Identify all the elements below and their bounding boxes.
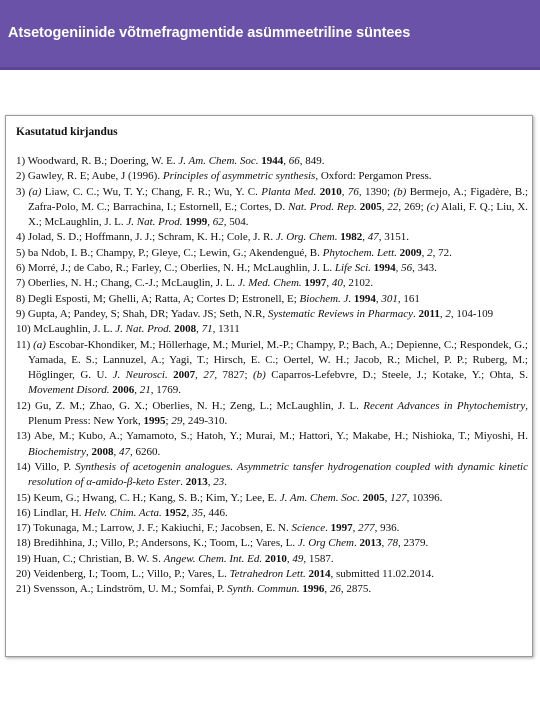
reference-item — [16, 506, 528, 521]
reference-italic-text: 35 — [192, 506, 204, 519]
reference-text: , — [439, 307, 446, 320]
reference-item — [16, 460, 528, 491]
reference-italic-text: Principles of asymmetric synthesis — [162, 170, 316, 183]
reference-text: 13) Abe, M.; Kubo, A.; Yamamoto, S.; Hatoh, Y.; Murai, M.; Hattori, Y.; Makabe, H.; Nishioka, T.; Miyoshi, H. — [16, 430, 528, 443]
reference-italic-text: 22 — [387, 200, 399, 213]
reference-text: , — [134, 384, 140, 397]
reference-text: . — [325, 522, 331, 535]
reference-text: , Plenum Press: New York, — [28, 399, 529, 428]
reference-text: 1) Woodward, R. B.; Doering, W. E. — [16, 155, 179, 167]
reference-text: , 2102. — [342, 277, 374, 290]
reference-text: 17) Tokunaga, M.; Larrow, J. F.; Kakiuchi, F.; Jacobsen, E. N. — [16, 522, 292, 535]
reference-text: , 7827; — [214, 369, 254, 382]
reference-italic-text: (b) — [253, 369, 266, 382]
reference-year: 2013 — [185, 476, 208, 489]
reference-italic-text: Synthesis of acetogenin analogues. Asymmetric tansfer hydrogenation coupled with dynamic kinetic resolution of α-amido-β-keto Ester — [28, 460, 528, 489]
reference-year: 2008 — [174, 323, 197, 336]
reference-text: , — [196, 323, 202, 336]
reference-text: , — [207, 216, 213, 229]
reference-text: 9) Gupta, A; Pandey, S; Shah, DR; Yadav. JS; Seth, N.R, — [16, 307, 268, 320]
reference-text: , 2379. — [397, 537, 429, 550]
reference-text: , — [207, 476, 214, 489]
reference-text: , 343. — [412, 262, 437, 275]
reference-italic-text: J. Neurosci. — [112, 369, 168, 382]
reference-text: , 2875. — [340, 583, 372, 596]
reference-item — [16, 185, 528, 231]
reference-text: , — [186, 506, 193, 519]
reference-text: , — [375, 292, 382, 305]
reference-italic-text: 21 — [139, 384, 151, 397]
references-heading: Kasutatud kirjandus — [16, 126, 118, 138]
reference-italic-text: 56 — [401, 262, 413, 275]
reference-text: 6) Morré, J.; de Cabo, R.; Farley, C.; Oberlies, N. H.; McLaughlin, J. L. — [16, 262, 335, 275]
reference-text: . — [224, 476, 228, 489]
reference-text: 10) McLaughlin, J. L. — [16, 323, 116, 336]
reference-text: , — [286, 552, 293, 565]
reference-italic-text: 49 — [292, 552, 304, 565]
reference-italic-text: 78 — [386, 537, 398, 550]
reference-year: 2010 — [264, 552, 287, 565]
reference-year: 2013 — [359, 537, 382, 550]
reference-year: 2005 — [359, 200, 382, 213]
reference-item — [16, 276, 528, 291]
reference-year: 1982 — [340, 231, 363, 244]
reference-text: 12) Gu, Z. M.; Zhao, G. X.; Oberlies, N. H.; Zeng, L.; McLaughlin, J. L. — [16, 399, 364, 412]
reference-italic-text: Phytochem. Lett. — [322, 246, 397, 259]
reference-text: , — [395, 262, 402, 275]
reference-text: , 161 — [397, 292, 420, 305]
reference-italic-text: Synth. Commun. — [227, 583, 300, 596]
reference-text: , 72. — [432, 246, 452, 259]
reference-italic-text: 47 — [367, 231, 379, 244]
reference-italic-text: 47 — [119, 445, 131, 458]
reference-italic-text: Movement Disord. — [28, 384, 110, 397]
reference-italic-text: Tetrahedron Lett. — [229, 568, 306, 581]
reference-text: , — [352, 522, 359, 535]
reference-item — [16, 261, 528, 276]
reference-item — [16, 536, 528, 551]
reference-italic-text: 2 — [427, 246, 433, 259]
reference-text: 4) Jolad, S. D.; Hoffmann, J. J.; Schram, K. H.; Cole, J. R. — [16, 231, 276, 244]
reference-text: , — [324, 583, 330, 596]
reference-italic-text: Systematic Reviews in Pharmacy — [267, 307, 414, 320]
reference-year: 1944 — [261, 155, 284, 167]
reference-italic-text: (a) — [33, 338, 46, 351]
reference-text: , 10396. — [406, 491, 443, 504]
reference-text: , — [195, 369, 204, 382]
reference-year: 2010 — [319, 185, 342, 198]
reference-year: 1952 — [164, 506, 187, 519]
reference-italic-text: Nat. Prod. Rep. — [288, 200, 357, 213]
reference-item — [16, 567, 528, 582]
reference-text: , 249-310. — [182, 415, 228, 428]
reference-text: Caparros-Lefebvre, D.; Steele, J.; Kotake, Y.; Ohta, S. — [265, 369, 528, 382]
reference-item — [16, 491, 528, 506]
reference-text: 3) — [16, 185, 29, 198]
reference-item — [16, 429, 528, 460]
reference-year: 1997 — [304, 277, 327, 290]
reference-text: 7) Oberlies, N. H.; Chang, C.-J.; McLauglin, J. L. — [16, 277, 238, 290]
reference-text: . — [413, 307, 419, 320]
reference-text: , — [341, 185, 348, 198]
reference-text: 2) Gawley, R. E; Aube, J (1996). — [16, 170, 163, 183]
reference-italic-text: J. Org Chem — [297, 537, 354, 550]
reference-text: Escobar-Khondiker, M.; Höllerhage, M.; Muriel, M.-P.; Champy, P.; Bach, A.; Depienne, C.; Respondek, G.; Yamada, E. S.; Lannuzel, A.; Yagi, T.; Hirsch, E. C.; Oertel, W. H.; Jacob, R.; Michel, P. P.; Ruberg, M.; Höglinger, G. U. — [28, 338, 528, 382]
reference-italic-text: J. Am. Chem. Soc. — [279, 491, 360, 504]
reference-year: 2011 — [418, 307, 440, 320]
reference-item — [16, 582, 528, 597]
reference-text: 5) ba Ndob, I. B.; Champy, P.; Gleye, C.; Lewin, G.; Akendengué, B. — [16, 246, 323, 259]
reference-text: , Oxford: Pergamon Press. — [315, 170, 432, 183]
reference-item — [16, 230, 528, 245]
reference-item — [16, 399, 528, 430]
reference-italic-text: 71 — [201, 323, 213, 336]
reference-text: , 1311 — [212, 323, 240, 336]
reference-italic-text: (a) — [28, 185, 42, 198]
reference-text: , 936. — [374, 522, 400, 535]
reference-text: . — [353, 537, 360, 550]
reference-year: 2006 — [112, 384, 135, 397]
reference-italic-text: 26 — [329, 583, 341, 596]
reference-list — [16, 154, 528, 598]
reference-item — [16, 154, 528, 169]
reference-text: Alali, F. Q.; Liu, X. X.; McLaughlin, J. L. — [28, 200, 529, 229]
reference-year: 2009 — [399, 246, 422, 259]
reference-italic-text: Biochemistry — [28, 445, 87, 458]
reference-italic-text: Planta Med. — [261, 185, 317, 198]
reference-italic-text: 66 — [288, 155, 300, 167]
page-title: Atsetogeniinide võtmefragmentide asümmeetriline süntees — [8, 25, 411, 41]
reference-year: 1994 — [373, 262, 396, 275]
reference-text: 14) Villo, P. — [16, 460, 76, 473]
reference-text: , — [384, 491, 391, 504]
reference-text: , 504. — [223, 216, 249, 229]
reference-text: 15) Keum, G.; Hwang, C. H.; Kang, S. B.; Kim, Y.; Lee, E. — [16, 491, 280, 504]
reference-text: 8) Degli Esposti, M; Ghelli, A; Ratta, A; Cortes D; Estronell, E; — [16, 292, 300, 305]
reference-text: , — [381, 200, 388, 213]
reference-text: , 1587. — [303, 552, 334, 565]
reference-year: 1994 — [353, 292, 376, 305]
reference-text: , — [381, 537, 387, 550]
reference-text: , 6260. — [130, 445, 161, 458]
reference-text: , — [362, 231, 368, 244]
reference-italic-text: J. Org. Chem. — [275, 231, 338, 244]
reference-year: 2007 — [173, 369, 196, 382]
reference-item — [16, 169, 528, 184]
reference-italic-text: (b) — [393, 185, 407, 198]
reference-year: 2005 — [362, 491, 385, 504]
reference-year: 1996 — [302, 583, 325, 596]
reference-italic-text: 76 — [347, 185, 359, 198]
reference-text: 16) Lindlar, H. — [16, 506, 85, 519]
reference-text: , — [326, 277, 332, 290]
reference-text: , 1390; — [358, 185, 394, 198]
reference-text: , — [113, 445, 120, 458]
reference-italic-text: 127 — [390, 491, 407, 504]
reference-item — [16, 521, 528, 536]
reference-text: 21) Svensson, A.; Lindström, U. M.; Somfai, P. — [16, 583, 228, 596]
reference-text: , 1769. — [150, 384, 181, 397]
reference-text: 19) Huan, C.; Christian, B. W. S. — [16, 552, 164, 565]
reference-text: , — [421, 246, 428, 259]
reference-text: Bermejo, A.; Figadère, B.; Zafra-Polo, M. C.; Barrachina, I.; Estornell, E.; Cortes, D. — [28, 185, 529, 213]
reference-item — [16, 292, 528, 307]
reference-text: , submitted 11.02.2014. — [330, 568, 435, 581]
reference-year: 1999 — [185, 216, 208, 229]
reference-italic-text: 62 — [212, 216, 224, 229]
reference-text: , — [86, 445, 92, 458]
reference-text: ; — [165, 415, 172, 428]
reference-italic-text: 27 — [203, 369, 215, 382]
reference-text: 18) Bredihhina, J.; Villo, P.; Andersons, K.; Toom, L.; Vares, L. — [16, 537, 298, 550]
title-banner — [0, 0, 540, 70]
reference-item — [16, 552, 528, 567]
reference-italic-text: (c) — [426, 200, 439, 213]
reference-italic-text: J. Am. Chem. Soc. — [178, 155, 259, 167]
reference-year: 2008 — [91, 445, 114, 458]
references-box — [5, 115, 533, 657]
reference-text: , 849. — [299, 155, 325, 167]
reference-item — [16, 246, 528, 261]
reference-italic-text: 40 — [331, 277, 343, 290]
reference-text: , 446. — [203, 506, 228, 519]
reference-italic-text: J. Nat. Prod. — [126, 216, 183, 229]
reference-year: 2014 — [308, 568, 331, 581]
reference-italic-text: Angew. Chem. Int. Ed. — [163, 552, 263, 565]
reference-text: Liaw, C. C.; Wu, T. Y.; Chang, F. R.; Wu, Y. C. — [41, 185, 262, 198]
reference-item — [16, 322, 528, 337]
reference-italic-text: Helv. Chim. Acta. — [84, 506, 162, 519]
reference-text: , 269; — [398, 200, 427, 213]
reference-italic-text: 301 — [381, 292, 398, 305]
reference-text: . — [180, 476, 186, 489]
reference-year: 1995 — [143, 415, 166, 428]
reference-italic-text: Biochem. J. — [299, 292, 352, 305]
reference-item — [16, 307, 528, 322]
reference-italic-text: J. Med. Chem. — [237, 277, 302, 290]
reference-text: , — [283, 155, 289, 167]
reference-italic-text: 277 — [358, 522, 375, 535]
reference-text: , 104-109 — [450, 307, 494, 320]
reference-italic-text: 29 — [171, 415, 183, 428]
reference-text: 11) — [16, 338, 34, 351]
reference-italic-text: 23 — [213, 476, 225, 489]
reference-italic-text: 2 — [445, 307, 451, 320]
reference-italic-text: Recent Advances in Phytochemistry — [363, 399, 526, 412]
reference-item — [16, 338, 528, 399]
reference-year: 1997 — [330, 522, 353, 535]
reference-italic-text: Life Sci. — [334, 262, 371, 275]
reference-text: 20) Veidenberg, I.; Toom, L.; Villo, P.; Vares, L. — [16, 568, 230, 581]
reference-text: , 3151. — [378, 231, 409, 244]
reference-italic-text: Science — [291, 522, 326, 535]
reference-italic-text: J. Nat. Prod. — [115, 323, 172, 336]
